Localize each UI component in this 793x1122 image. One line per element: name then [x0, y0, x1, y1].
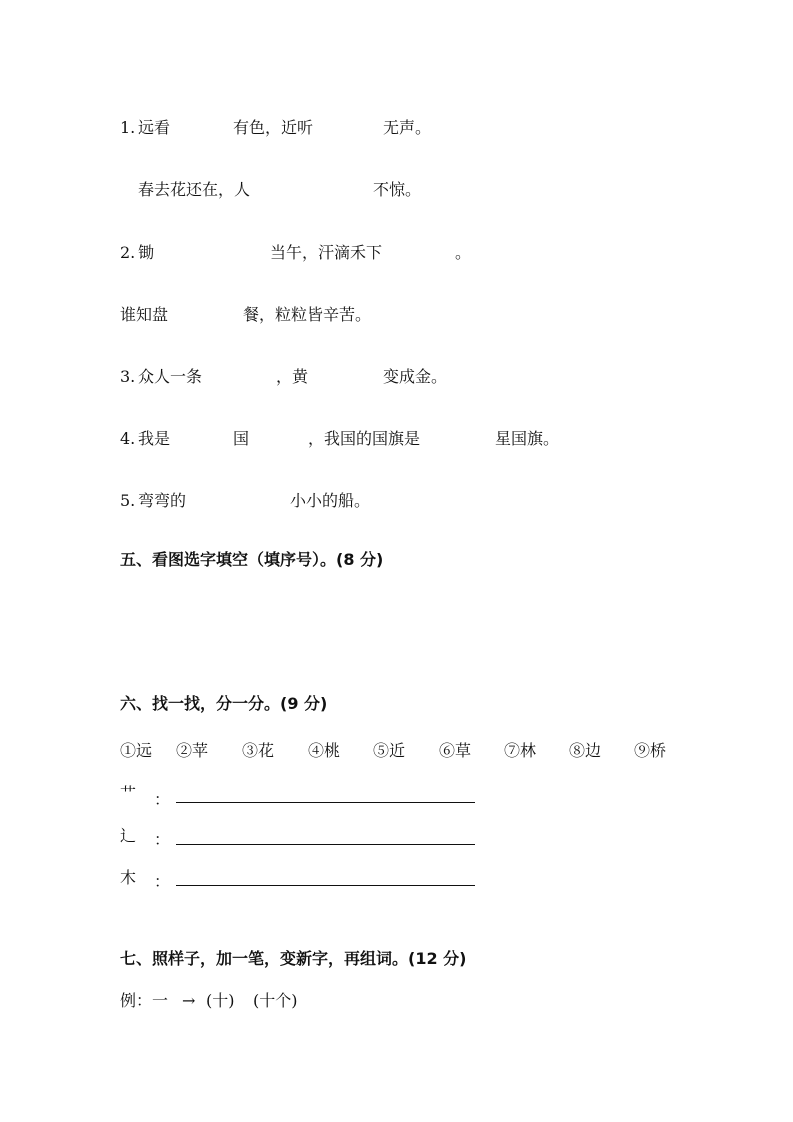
text-fragment: 变成金。: [383, 367, 448, 386]
text-fragment: 弯弯的: [138, 491, 187, 510]
text-fragment: 有色，近听: [233, 118, 314, 137]
item-number: 5.: [120, 491, 136, 510]
text-fragment: ，黄: [276, 367, 309, 386]
text-fragment: 众人一条: [138, 367, 203, 386]
answer-line[interactable]: [176, 844, 475, 845]
item-number: 4.: [120, 429, 136, 448]
text-fragment: 小小的船。: [290, 491, 371, 510]
text-fragment: 无声。: [383, 118, 432, 137]
radical-label: 辶: [120, 826, 137, 845]
text-fragment: 。: [455, 243, 472, 262]
option-4: ④桃: [308, 741, 341, 760]
example-prefix: 例：一: [120, 991, 169, 1010]
option-8: ⑧边: [569, 741, 602, 760]
text-fragment: 星国旗。: [495, 429, 560, 448]
item-number: 1.: [120, 118, 136, 137]
section-6-title: 六、找一找，分一分。(9 分): [120, 694, 328, 713]
radical-colon: ：: [154, 790, 171, 809]
example-char: (十): [206, 991, 235, 1010]
answer-line[interactable]: [176, 802, 475, 803]
text-fragment: 不惊。: [373, 180, 422, 199]
text-fragment: 我是: [138, 429, 171, 448]
text-fragment: 锄: [138, 243, 155, 262]
option-2: ②苹: [176, 741, 209, 760]
arrow-icon: →: [182, 991, 196, 1010]
text-fragment: 春去花还在，人: [138, 180, 251, 199]
radical-label: 艹: [120, 784, 137, 803]
answer-line[interactable]: [176, 885, 475, 886]
option-1: ①远: [120, 741, 153, 760]
option-3: ③花: [242, 741, 275, 760]
option-9: ⑨桥: [634, 741, 667, 760]
radical-colon: ：: [154, 872, 171, 891]
text-fragment: ，我国的国旗是: [308, 429, 421, 448]
text-fragment: 国: [233, 429, 250, 448]
text-fragment: 当午，汗滴禾下: [270, 243, 383, 262]
option-5: ⑤近: [373, 741, 406, 760]
section-5-title: 五、看图选字填空（填序号）。(8 分): [120, 550, 384, 569]
radical-label: 木: [120, 868, 137, 887]
text-fragment: 远看: [138, 118, 171, 137]
item-number: 2.: [120, 243, 136, 262]
radical-colon: ：: [154, 830, 171, 849]
option-7: ⑦林: [504, 741, 537, 760]
text-fragment: 餐，粒粒皆辛苦。: [243, 305, 372, 324]
example-word: (十个): [253, 991, 298, 1010]
item-number: 3.: [120, 367, 136, 386]
section-7-title: 七、照样子，加一笔，变新字，再组词。(12 分): [120, 949, 467, 968]
option-6: ⑥草: [439, 741, 472, 760]
text-fragment: 谁知盘: [120, 305, 169, 324]
